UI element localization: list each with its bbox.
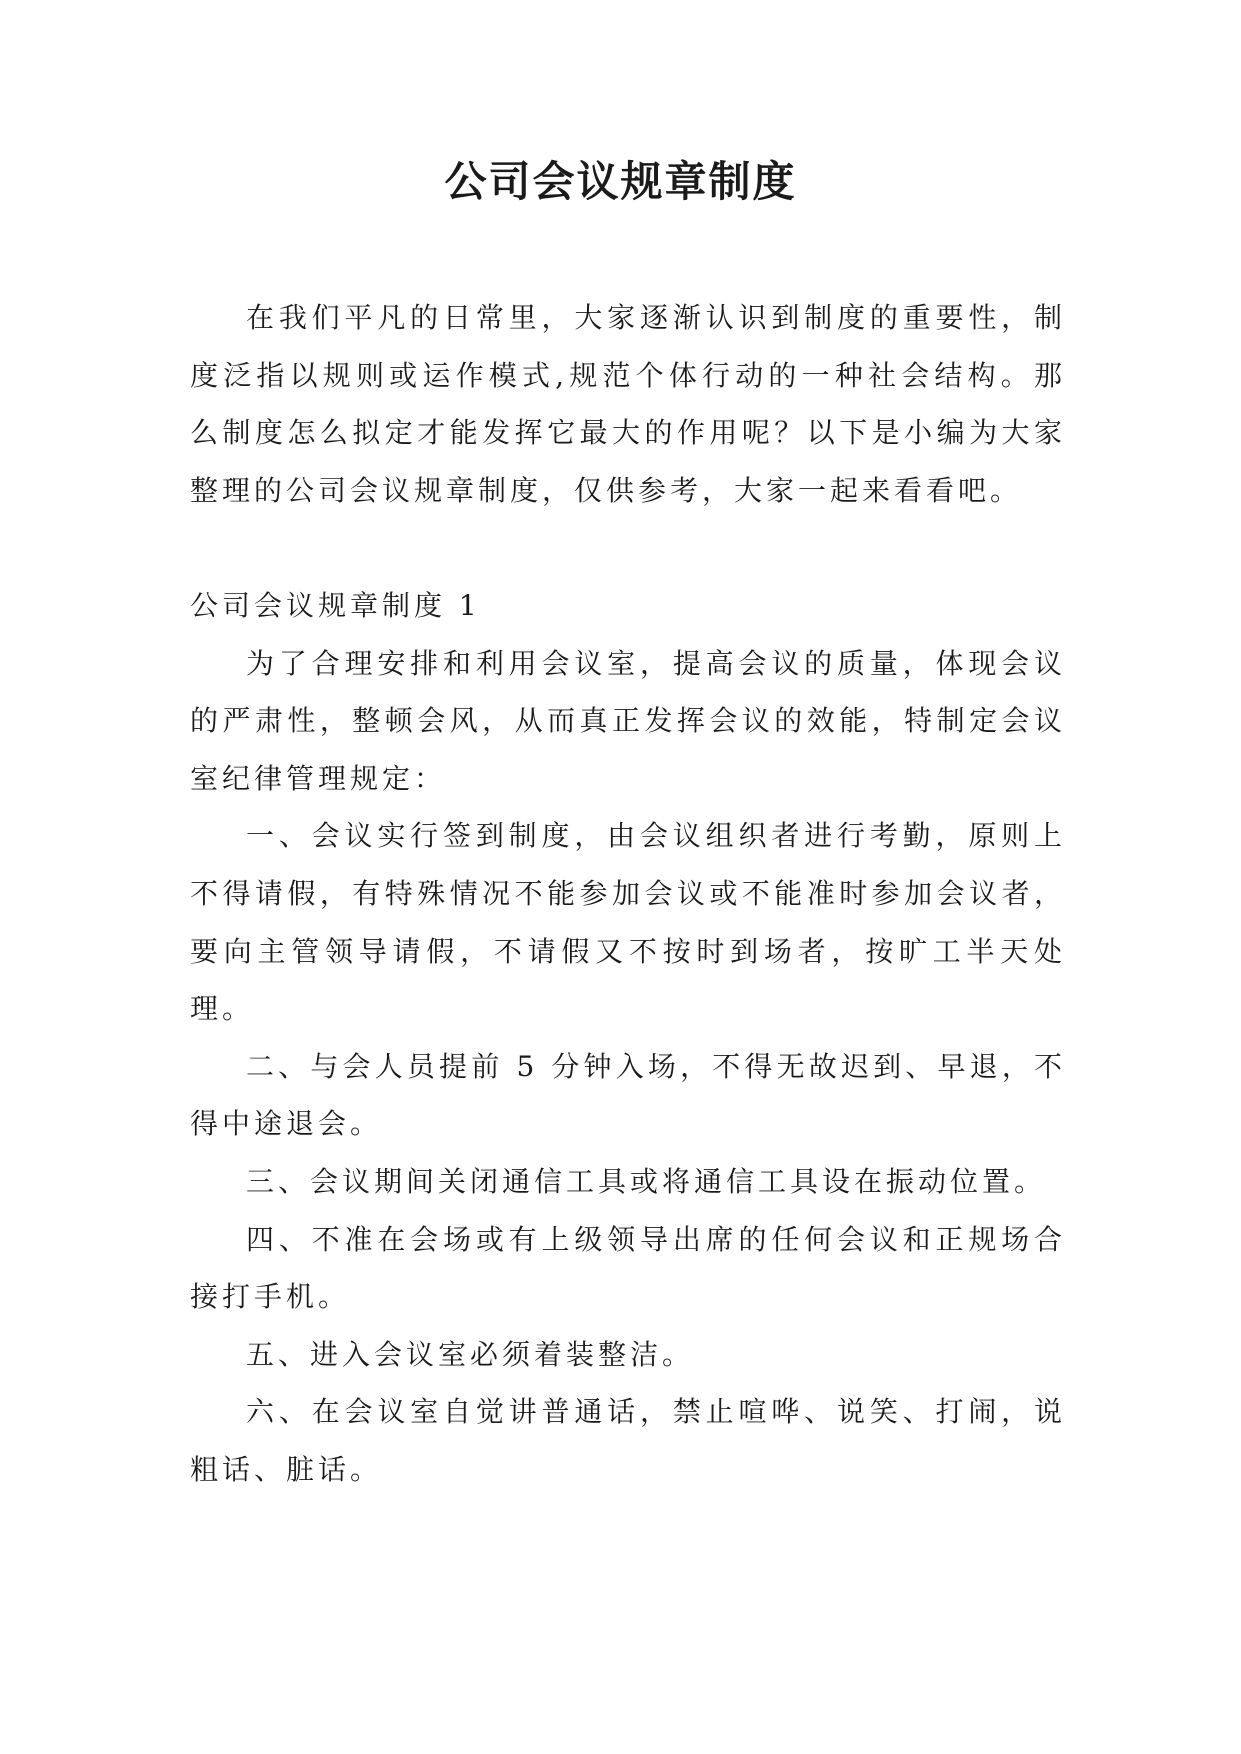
intro-paragraph: 在我们平凡的日常里，大家逐渐认识到制度的重要性，制度泛指以规则或运作模式,规范个体行动的一种社会结构。那么制度怎么拟定才能发挥它最大的作用呢？以下是小编为大家整理的公司会议规章制度，仅供参考，大家一起来看看吧。: [190, 301, 1066, 507]
rule-paragraph-3: 三、会议期间关闭通信工具或将通信工具设在振动位置。: [246, 1164, 1047, 1198]
document-title: 公司会议规章制度: [444, 157, 797, 206]
document-body: [190, 289, 1066, 1498]
paragraph-gap: [190, 519, 1066, 577]
rule-paragraph-6: 六、在会议室自觉讲普通话，禁止喧哗、说笑、打闹，说粗话、脏话。: [190, 1395, 1066, 1486]
rule-paragraph-5: 五、进入会议室必须着装整洁。: [246, 1337, 695, 1371]
rule-paragraph-4: 四、不准在会场或有上级领导出席的任何会议和正规场合接打手机。: [190, 1222, 1066, 1314]
section-intro-paragraph: 为了合理安排和利用会议室，提高会议的质量，体现会议的严肃性，整顿会风，从而真正发挥会议的效能，特制定会议室纪律管理规定：: [190, 646, 1066, 795]
section-heading: 公司会议规章制度 1: [190, 588, 481, 622]
rule-paragraph-1: 一、会议实行签到制度，由会议组织者进行考勤，原则上不得请假，有特殊情况不能参加会议或不能准时参加会议者，要向主管领导请假，不请假又不按时到场者，按旷工半天处理。: [190, 819, 1066, 1026]
rule-paragraph-2: 二、与会人员提前 5 分钟入场，不得无故迟到、早退，不得中途退会。: [190, 1049, 1066, 1141]
